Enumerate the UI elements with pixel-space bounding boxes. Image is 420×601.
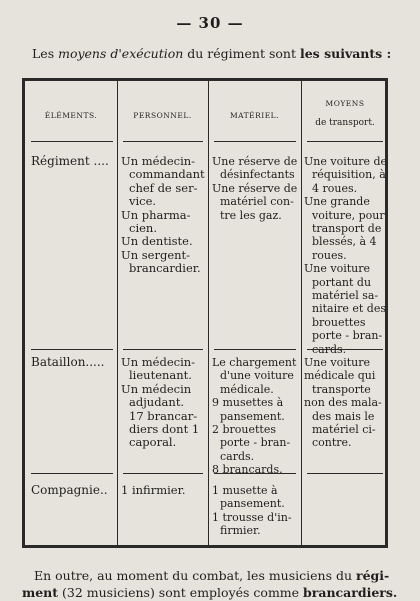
cell-line: non des mala-	[304, 396, 382, 410]
cell-line: roues.	[312, 248, 347, 262]
row-divider	[307, 473, 383, 474]
cell-line: commandant	[129, 167, 205, 182]
row-label-regiment: Régiment ....	[31, 154, 109, 168]
cell-line: portant du	[312, 275, 372, 289]
intro-prefix: Les	[32, 46, 59, 61]
compagnie-materiel	[212, 484, 298, 538]
cell-line: 17 brancar-	[129, 408, 198, 423]
intro-emphasis: moyens d'exécution	[58, 46, 184, 61]
cell-line: lieutenant.	[129, 368, 192, 383]
row-divider	[123, 349, 203, 350]
cell-line: Le chargement	[212, 356, 297, 369]
cell-line: brouettes	[312, 315, 366, 329]
footer-line2-rest: (32 musiciens) sont employés comme	[58, 585, 304, 600]
cell-line: matériel sa-	[312, 289, 379, 303]
cell-line: chef de ser-	[129, 180, 198, 195]
cell-line: Un médecin	[121, 381, 192, 396]
cell-line: cards.	[312, 342, 347, 356]
cell-line: Un dentiste.	[121, 234, 193, 249]
cell-line: contre.	[312, 436, 352, 450]
cell-line: 4 roues.	[312, 181, 358, 195]
cell-line: médicale qui	[304, 369, 376, 383]
cell-line: nitaire et des	[312, 302, 386, 316]
cell-line: des mais le	[312, 409, 375, 423]
cell-line: matériel ci-	[312, 423, 376, 437]
bataillon-transport	[304, 356, 388, 450]
row-divider	[214, 141, 296, 142]
bataillon-materiel	[212, 356, 298, 477]
row-divider	[31, 349, 113, 350]
cell-line: médicale.	[220, 382, 274, 396]
cell-line: réquisition, à	[312, 168, 386, 182]
cell-line: Un médecin-	[121, 154, 196, 168]
footer-line1-bold: régi-	[356, 568, 390, 583]
cell-line: voiture, pour	[312, 208, 385, 222]
header-transport	[301, 99, 389, 128]
page-number: — 30 —	[176, 14, 244, 32]
cell-line: Un sergent-	[121, 247, 191, 262]
row-label-compagnie: Compagnie..	[31, 483, 108, 497]
header-materiel: MATÉRIEL.	[229, 111, 280, 120]
cell-line: 9 musettes à	[212, 396, 284, 410]
cell-line: d'une voiture	[220, 369, 294, 383]
row-divider	[214, 349, 296, 350]
footer-paragraph	[22, 567, 398, 601]
regiment-materiel	[212, 155, 298, 222]
header-transport-line1: MOYENS	[325, 99, 365, 108]
intro-sentence	[32, 46, 402, 61]
header-personnel: PERSONNEL.	[133, 111, 192, 120]
footer-line-2	[22, 584, 398, 601]
cell-line: 2 brouettes	[212, 423, 277, 437]
cell-line: Un médecin-	[121, 355, 196, 369]
cell-line: transport de	[312, 222, 382, 236]
cell-line: désinfectants	[220, 168, 295, 182]
footer-line2-bold-end: brancardiers.	[303, 585, 398, 600]
intro-bold-end: les suivants :	[299, 46, 392, 61]
cell-line: brancardier.	[129, 261, 201, 276]
row-divider	[307, 141, 383, 142]
column-divider	[301, 81, 302, 545]
cell-line: 1 trousse d'in-	[212, 510, 292, 524]
footer-line2-bold: ment	[22, 585, 59, 600]
regiment-personnel	[121, 155, 205, 276]
column-divider	[117, 81, 118, 545]
cell-line: caporal.	[129, 435, 177, 450]
row-divider	[123, 473, 203, 474]
cell-line: Une voiture de	[304, 155, 388, 168]
cell-line: blessés, à 4	[312, 235, 377, 249]
cell-line: firmier.	[220, 524, 261, 538]
cell-line: cards.	[220, 449, 255, 463]
cell-line: Un pharma-	[121, 207, 191, 222]
cell-line: adjudant.	[129, 395, 185, 410]
header-transport-line2: de transport.	[315, 118, 375, 128]
cell-line: Une grande	[304, 195, 370, 209]
cell-line: porte - bran-	[312, 329, 383, 343]
cell-line: porte - bran-	[220, 436, 291, 450]
row-label-bataillon: Bataillon.....	[31, 355, 105, 369]
header-elements: ÉLÉMENTS.	[44, 111, 98, 120]
column-divider	[208, 81, 209, 545]
cell-line: Une réserve de	[212, 181, 298, 195]
cell-line: Une voiture	[304, 356, 370, 369]
row-divider	[123, 141, 203, 142]
regiment-transport	[304, 155, 388, 356]
cell-line: diers dont 1	[129, 422, 200, 437]
cell-line: 8 brancards.	[212, 463, 283, 477]
cell-line: Une réserve de	[212, 155, 298, 168]
cell-line: transporte	[312, 382, 371, 396]
compagnie-personnel	[121, 484, 205, 497]
cell-line: 1 musette à	[212, 484, 278, 497]
cell-line: Une voiture	[304, 262, 370, 276]
cell-line: cien.	[129, 221, 157, 236]
cell-line: pansement.	[220, 497, 285, 511]
row-divider	[31, 473, 113, 474]
bataillon-personnel	[121, 356, 205, 450]
means-table	[22, 78, 388, 548]
footer-line1-start: En outre, au moment du combat, les musiciens du	[34, 568, 357, 583]
cell-line: 1 infirmier.	[121, 483, 186, 497]
row-divider	[31, 141, 113, 142]
cell-line: tre les gaz.	[220, 208, 282, 222]
footer-line-1	[22, 567, 398, 584]
cell-line: pansement.	[220, 409, 285, 423]
intro-middle: du régiment sont	[183, 46, 300, 61]
cell-line: vice.	[129, 194, 157, 209]
cell-line: matériel con-	[220, 195, 294, 209]
